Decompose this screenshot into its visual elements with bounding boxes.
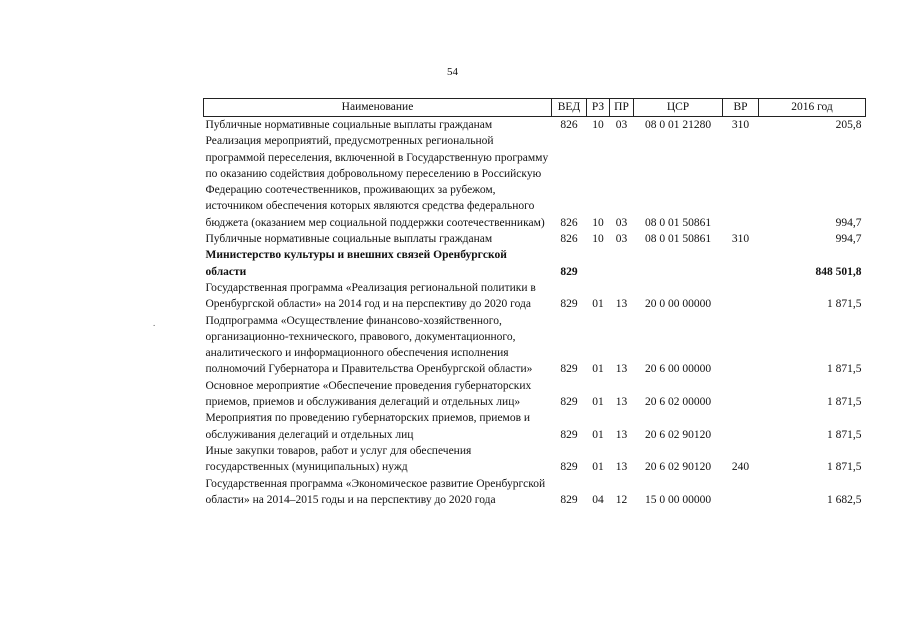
row-vr	[723, 476, 759, 509]
row-rz: 01	[592, 298, 604, 311]
row-rz: 01	[592, 363, 604, 376]
row-csr: 20 6 02 90120	[644, 461, 712, 474]
row-pr: 13	[615, 428, 628, 441]
row-rz	[587, 247, 610, 280]
row-amount: 1 871,5	[827, 428, 862, 441]
row-vr	[723, 313, 759, 378]
row-name: Основное мероприятие «Обеспечение проведения губернаторских приемов, приемов и обслуживания делегаций и отдельных лиц»	[205, 379, 532, 409]
row-csr	[634, 247, 723, 280]
page-number: 54	[447, 66, 458, 78]
row-name: Мероприятия по проведению губернаторских приемов, приемов и обслуживания делегаций и отдельных лиц	[205, 412, 531, 441]
row-ved: 829	[560, 493, 578, 506]
row-rz: 10	[592, 119, 604, 131]
row-name: Государственная программа «Реализация региональной политики в Оренбургской области» на 2014 год и на перспективу до 2020 года	[205, 281, 536, 311]
table-row	[204, 117, 866, 134]
row-pr: 12	[615, 493, 628, 506]
row-vr: 240	[731, 461, 750, 474]
col-header-name: Наименование	[204, 99, 552, 117]
row-rz: 04	[592, 493, 604, 506]
row-amount: 1 871,5	[827, 298, 862, 311]
row-name: Публичные нормативные социальные выплаты гражданам	[205, 233, 493, 246]
row-amount: 994,7	[835, 216, 862, 229]
row-rz: 10	[592, 233, 604, 246]
table-row	[204, 378, 866, 411]
row-amount: 994,7	[835, 233, 862, 246]
scan-mark: .	[153, 318, 156, 328]
row-vr: 310	[731, 233, 750, 246]
table-row	[204, 313, 866, 378]
row-pr: 03	[615, 233, 628, 246]
table-body	[204, 117, 866, 509]
row-rz: 01	[592, 461, 604, 474]
row-name: Министерство культуры и внешних связей Оренбургской области	[205, 249, 507, 278]
row-csr: 20 6 02 00000	[644, 396, 712, 409]
row-amount: 1 682,5	[827, 493, 862, 506]
row-ved: 829	[560, 396, 578, 409]
col-header-rz: РЗ	[587, 99, 610, 117]
row-amount: 1 871,5	[827, 363, 862, 376]
row-csr: 08 0 01 50861	[644, 233, 712, 246]
table-row	[204, 231, 866, 247]
row-csr: 20 0 00 00000	[644, 298, 712, 311]
table-row	[204, 443, 866, 476]
col-header-csr: ЦСР	[634, 99, 723, 117]
row-ved: 826	[560, 119, 578, 131]
row-name: Государственная программа «Экономическое развитие Оренбургской области» на 2014–2015 годы и на перспективу до 2020 года	[205, 477, 546, 506]
row-pr: 13	[615, 298, 628, 311]
row-ved: 826	[560, 216, 578, 229]
row-pr	[610, 247, 634, 280]
row-pr: 03	[615, 119, 628, 131]
row-pr: 13	[615, 461, 628, 474]
row-ved: 829	[560, 363, 578, 376]
row-rz: 10	[592, 216, 604, 229]
row-vr	[723, 280, 759, 313]
table-row	[204, 280, 866, 313]
row-amount: 205,8	[835, 119, 862, 131]
row-ved: 829	[560, 298, 578, 311]
row-ved: 829	[560, 428, 578, 441]
row-csr: 15 0 00 00000	[644, 493, 712, 506]
row-ved: 826	[560, 233, 578, 246]
row-pr: 13	[615, 396, 628, 409]
row-amount: 848 501,8	[815, 265, 862, 278]
row-csr: 20 6 02 90120	[644, 428, 712, 441]
row-rz: 01	[592, 396, 604, 409]
row-csr: 08 0 01 21280	[644, 119, 712, 131]
row-amount: 1 871,5	[827, 396, 862, 409]
row-vr	[723, 378, 759, 411]
col-header-year: 2016 год	[759, 99, 866, 117]
row-name: Публичные нормативные социальные выплаты гражданам	[205, 119, 493, 131]
row-rz: 01	[592, 428, 604, 441]
budget-table	[203, 98, 866, 508]
table-row	[204, 476, 866, 509]
row-vr: 310	[731, 119, 750, 131]
row-name: Иные закупки товаров, работ и услуг для обеспечения государственных (муниципальных) нужд	[205, 444, 472, 474]
table-row	[204, 410, 866, 443]
header-row	[204, 99, 866, 117]
col-header-pr: ПР	[610, 99, 634, 117]
row-amount: 1 871,5	[827, 461, 862, 474]
table-row	[204, 133, 866, 231]
row-csr: 20 6 00 00000	[644, 363, 712, 376]
row-ved: 829	[560, 265, 578, 278]
table-row	[204, 247, 866, 280]
row-pr: 13	[615, 363, 628, 376]
row-vr	[723, 133, 759, 231]
row-name: Подпрограмма «Осуществление финансово-хозяйственного, организационно-технического, правового, документационного, аналитического и информационного обеспечения исполнения полномочий Губернатора и Правительства Оренбургской области»	[205, 314, 533, 376]
col-header-ved: ВЕД	[552, 99, 587, 117]
row-ved: 829	[560, 461, 578, 474]
row-vr	[723, 410, 759, 443]
row-csr: 08 0 01 50861	[644, 216, 712, 229]
row-pr: 03	[615, 216, 628, 229]
col-header-vr: ВР	[723, 99, 759, 117]
row-vr	[723, 247, 759, 280]
row-name: Реализация мероприятий, предусмотренных региональной программой переселения, включенной в Государственную программу по оказанию содействия добровольному переселению в Российскую Федерацию соотечественников, проживающих за рубежом, источником обеспечения которых являются средства федерального бюджета (оказанием мер социальной поддержки соотечественникам)	[205, 135, 549, 229]
